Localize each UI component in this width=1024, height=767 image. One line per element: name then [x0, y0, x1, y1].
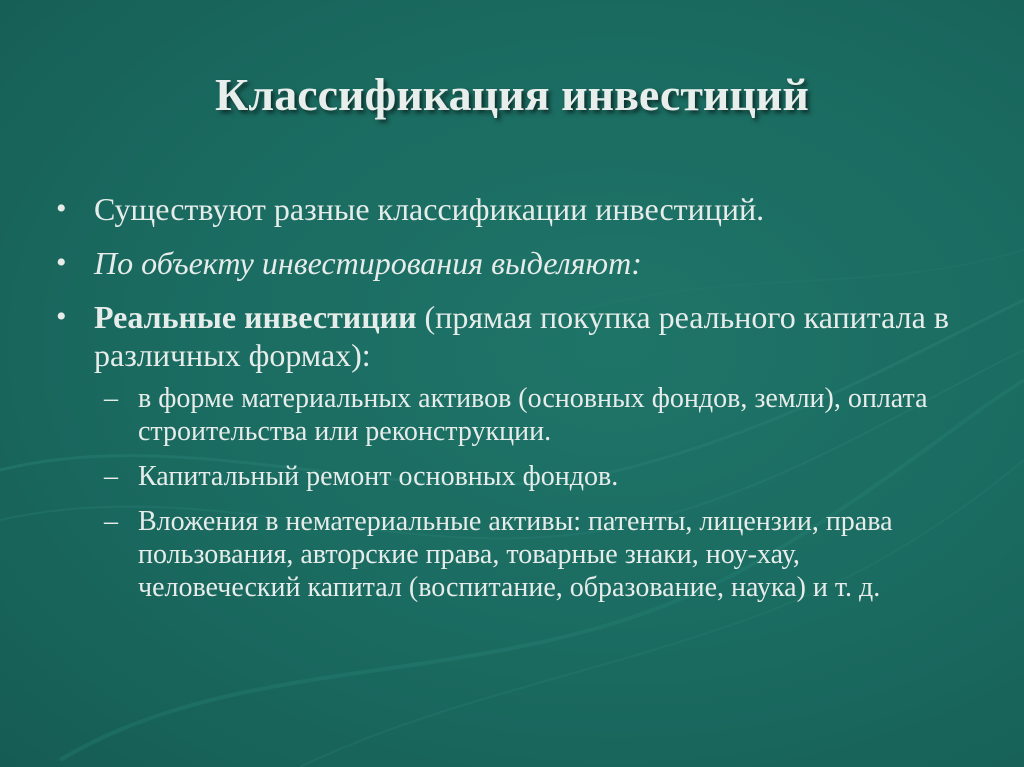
- bullet-item-2: [56, 244, 956, 282]
- sub-item-1: [56, 382, 956, 448]
- dash-icon: –: [104, 383, 118, 414]
- bullet-icon: •: [56, 300, 67, 333]
- sub-item-text: в форме материальных активов (основных фондов, земли), оплата строительства или реконструкции.: [138, 383, 928, 447]
- sub-item-text: Капитальный ремонт основных фондов.: [138, 461, 619, 492]
- sub-item-3: [56, 505, 956, 604]
- sub-item-text: Вложения в нематериальные активы: патенты, лицензии, права пользования, авторские права, товарные знаки, ноу-хау, человеческий капитал (воспитание, образование, наука) и т. д.: [138, 506, 893, 603]
- bullet-strong-text: Реальные инвестиции: [94, 299, 417, 335]
- sub-item-2: [56, 460, 956, 493]
- bullet-item-3: [56, 298, 956, 374]
- bullet-text: По объекту инвестирования выделяют:: [94, 245, 642, 281]
- bullet-icon: •: [56, 192, 67, 225]
- sub-list: [56, 382, 956, 604]
- dash-icon: –: [104, 506, 118, 537]
- bullet-icon: •: [56, 246, 67, 279]
- bullet-text: (прямая покупка реального капитала в различных формах):: [94, 299, 949, 373]
- slide-content: [56, 190, 956, 616]
- dash-icon: –: [104, 461, 118, 492]
- slide-title: Классификация инвестиций: [215, 69, 809, 120]
- bullet-item-1: [56, 190, 956, 228]
- bullet-text: Существуют разные классификации инвестиций.: [94, 191, 765, 227]
